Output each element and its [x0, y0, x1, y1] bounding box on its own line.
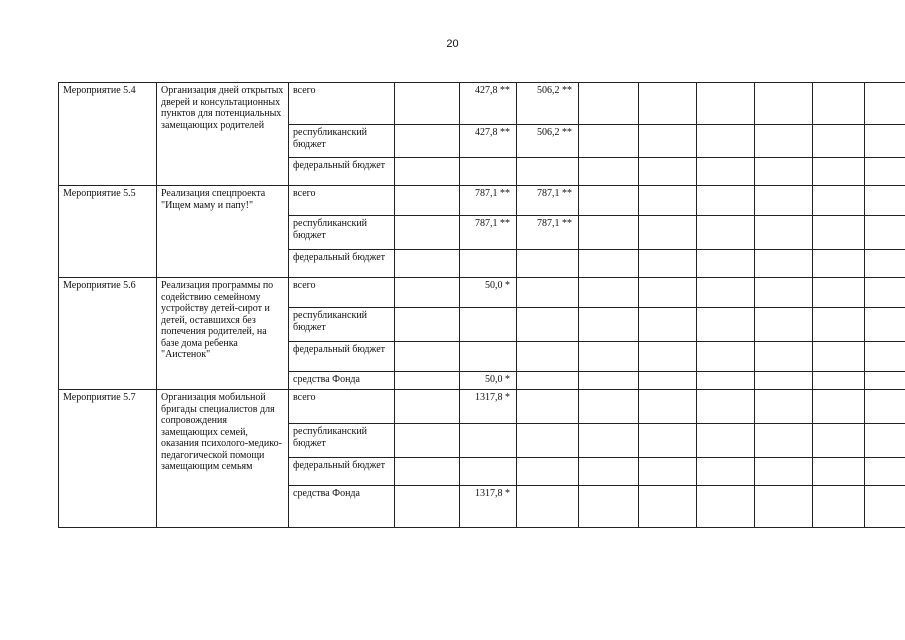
empty-cell: [579, 83, 639, 125]
funding-source-cell: всего: [289, 278, 395, 308]
value-cell: 787,1 **: [517, 186, 579, 216]
empty-cell: [865, 83, 905, 125]
funding-source-cell: федеральный бюджет: [289, 458, 395, 486]
activity-cell: Мероприятие 5.7: [59, 390, 157, 528]
table-row: [59, 186, 905, 216]
value-cell: [460, 458, 517, 486]
empty-cell: [639, 158, 697, 186]
empty-cell: [755, 486, 813, 528]
empty-cell: [579, 125, 639, 158]
empty-cell: [755, 278, 813, 308]
empty-cell: [579, 186, 639, 216]
value-cell: 506,2 **: [517, 83, 579, 125]
empty-cell: [813, 186, 865, 216]
activity-cell: Мероприятие 5.6: [59, 278, 157, 390]
empty-cell: [813, 486, 865, 528]
description-cell: Организация дней открытых дверей и консультационных пунктов для потенциальных замещающих родителей: [157, 83, 289, 186]
activity-cell: Мероприятие 5.5: [59, 186, 157, 278]
empty-cell: [697, 250, 755, 278]
empty-cell: [755, 186, 813, 216]
empty-cell: [639, 216, 697, 250]
empty-cell: [697, 486, 755, 528]
page-number: 20: [446, 38, 459, 50]
empty-cell: [395, 342, 460, 372]
value-cell: 787,1 **: [460, 186, 517, 216]
activities-table: [58, 82, 905, 528]
value-cell: [517, 278, 579, 308]
empty-cell: [639, 424, 697, 458]
funding-source-cell: средства Фонда: [289, 486, 395, 528]
empty-cell: [755, 250, 813, 278]
empty-cell: [813, 308, 865, 342]
empty-cell: [639, 372, 697, 390]
empty-cell: [813, 250, 865, 278]
empty-cell: [579, 158, 639, 186]
empty-cell: [813, 342, 865, 372]
value-cell: [517, 486, 579, 528]
empty-cell: [697, 83, 755, 125]
funding-source-cell: всего: [289, 186, 395, 216]
empty-cell: [865, 278, 905, 308]
empty-cell: [697, 216, 755, 250]
value-cell: [517, 424, 579, 458]
value-cell: [460, 250, 517, 278]
value-cell: [517, 308, 579, 342]
empty-cell: [865, 372, 905, 390]
value-cell: 787,1 **: [460, 216, 517, 250]
empty-cell: [865, 216, 905, 250]
empty-cell: [865, 342, 905, 372]
empty-cell: [865, 486, 905, 528]
empty-cell: [579, 308, 639, 342]
funding-source-cell: республиканский бюджет: [289, 424, 395, 458]
empty-cell: [865, 186, 905, 216]
value-cell: [460, 424, 517, 458]
empty-cell: [755, 125, 813, 158]
value-cell: [517, 372, 579, 390]
value-cell: [460, 158, 517, 186]
empty-cell: [865, 458, 905, 486]
empty-cell: [813, 216, 865, 250]
empty-cell: [395, 308, 460, 342]
empty-cell: [395, 158, 460, 186]
empty-cell: [579, 458, 639, 486]
empty-cell: [813, 458, 865, 486]
value-cell: [517, 390, 579, 424]
empty-cell: [395, 125, 460, 158]
empty-cell: [639, 186, 697, 216]
table-row: [59, 390, 905, 424]
empty-cell: [579, 486, 639, 528]
empty-cell: [813, 158, 865, 186]
empty-cell: [865, 308, 905, 342]
funding-source-cell: всего: [289, 390, 395, 424]
value-cell: [460, 342, 517, 372]
value-cell: [460, 308, 517, 342]
empty-cell: [755, 372, 813, 390]
empty-cell: [755, 216, 813, 250]
empty-cell: [755, 342, 813, 372]
value-cell: [517, 158, 579, 186]
empty-cell: [865, 158, 905, 186]
funding-source-cell: средства Фонда: [289, 372, 395, 390]
value-cell: 427,8 **: [460, 125, 517, 158]
empty-cell: [579, 278, 639, 308]
empty-cell: [395, 372, 460, 390]
empty-cell: [755, 158, 813, 186]
activity-cell: Мероприятие 5.4: [59, 83, 157, 186]
empty-cell: [579, 216, 639, 250]
empty-cell: [755, 390, 813, 424]
empty-cell: [639, 278, 697, 308]
empty-cell: [395, 390, 460, 424]
empty-cell: [697, 186, 755, 216]
funding-source-cell: федеральный бюджет: [289, 250, 395, 278]
empty-cell: [865, 424, 905, 458]
empty-cell: [639, 486, 697, 528]
funding-source-cell: республиканский бюджет: [289, 216, 395, 250]
description-cell: Реализация программы по содействию семейному устройству детей-сирот и детей, оставшихся без попечения родителей, на базе дома ребенка "Аистенок": [157, 278, 289, 390]
value-cell: 50,0 *: [460, 278, 517, 308]
empty-cell: [639, 250, 697, 278]
empty-cell: [395, 278, 460, 308]
empty-cell: [639, 83, 697, 125]
empty-cell: [639, 458, 697, 486]
value-cell: 787,1 **: [517, 216, 579, 250]
description-cell: Реализация спецпроекта "Ищем маму и папу!": [157, 186, 289, 278]
value-cell: 506,2 **: [517, 125, 579, 158]
funding-source-cell: республиканский бюджет: [289, 308, 395, 342]
description-cell: Организация мобильной бригады специалистов для сопровождения замещающих семей, оказания психолого-медико-педагогической помощи замещающим семьям: [157, 390, 289, 528]
value-cell: 50,0 *: [460, 372, 517, 390]
empty-cell: [395, 186, 460, 216]
funding-source-cell: федеральный бюджет: [289, 342, 395, 372]
empty-cell: [697, 308, 755, 342]
empty-cell: [865, 125, 905, 158]
empty-cell: [579, 424, 639, 458]
table-row: [59, 83, 905, 125]
value-cell: 427,8 **: [460, 83, 517, 125]
value-cell: 1317,8 *: [460, 486, 517, 528]
empty-cell: [697, 342, 755, 372]
empty-cell: [639, 308, 697, 342]
empty-cell: [865, 250, 905, 278]
value-cell: [517, 342, 579, 372]
empty-cell: [395, 486, 460, 528]
empty-cell: [865, 390, 905, 424]
empty-cell: [639, 125, 697, 158]
empty-cell: [579, 390, 639, 424]
empty-cell: [697, 125, 755, 158]
empty-cell: [813, 424, 865, 458]
empty-cell: [697, 158, 755, 186]
empty-cell: [755, 458, 813, 486]
empty-cell: [813, 278, 865, 308]
empty-cell: [395, 458, 460, 486]
funding-source-cell: всего: [289, 83, 395, 125]
empty-cell: [395, 83, 460, 125]
empty-cell: [395, 250, 460, 278]
empty-cell: [579, 250, 639, 278]
empty-cell: [813, 83, 865, 125]
empty-cell: [697, 390, 755, 424]
empty-cell: [395, 424, 460, 458]
value-cell: 1317,8 *: [460, 390, 517, 424]
empty-cell: [697, 372, 755, 390]
empty-cell: [639, 390, 697, 424]
empty-cell: [395, 216, 460, 250]
empty-cell: [755, 308, 813, 342]
empty-cell: [697, 278, 755, 308]
empty-cell: [697, 458, 755, 486]
table-row: [59, 278, 905, 308]
empty-cell: [755, 83, 813, 125]
empty-cell: [755, 424, 813, 458]
funding-source-cell: республиканский бюджет: [289, 125, 395, 158]
funding-source-cell: федеральный бюджет: [289, 158, 395, 186]
empty-cell: [813, 390, 865, 424]
value-cell: [517, 458, 579, 486]
empty-cell: [639, 342, 697, 372]
empty-cell: [579, 342, 639, 372]
empty-cell: [813, 125, 865, 158]
empty-cell: [579, 372, 639, 390]
empty-cell: [813, 372, 865, 390]
empty-cell: [697, 424, 755, 458]
value-cell: [517, 250, 579, 278]
